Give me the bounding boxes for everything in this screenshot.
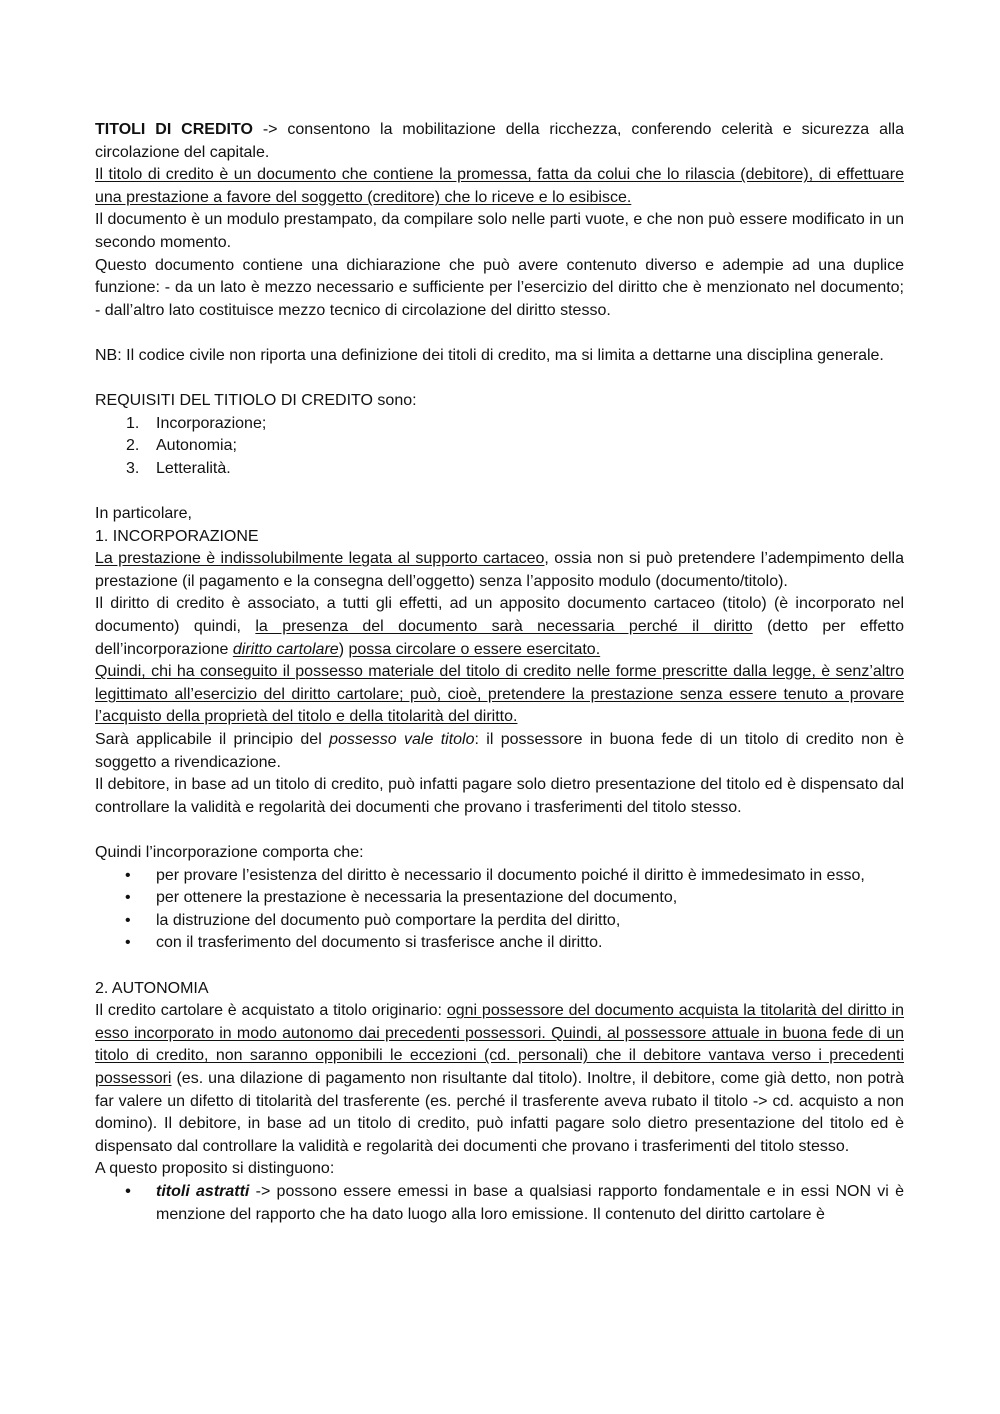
list-item [95, 887, 904, 910]
list-item [95, 435, 904, 458]
text-span: (es. una dilazione di pagamento non risultante dal titolo). Inoltre, il debitore, come già detto, non potrà far valere un difetto di titolarità del trasferente (es. perché il trasferente aveva rubato il titolo -> cd. acquisto a non domino). Il debitore, in base ad un titolo di credito, può infatti pagare solo dietro presentazione del titolo ed è dispensato dal controllare la validità e regolarità dei documenti che provano i trasferimenti del titolo stesso. [95, 1069, 904, 1155]
lead-text: In particolare, [95, 505, 192, 523]
list-label: per ottenere la prestazione è necessaria la presentazione del documento, [156, 889, 678, 907]
bullet-icon: • [125, 866, 131, 884]
title-rest: -> consentono la mobilitazione della ricchezza, conferendo celerità e sicurezza alla circolazione del capitale. [95, 121, 905, 161]
intro-paragraph [95, 119, 904, 164]
incorporazione-paragraph-4 [95, 729, 904, 774]
bullet-icon: • [125, 1182, 131, 1200]
bold-italic-term: titoli astratti [156, 1182, 250, 1200]
list-item [95, 1181, 904, 1226]
module-paragraph: Il documento è un modulo prestampato, da compilare solo nelle parti vuote, e che non può essere modificato in un secondo momento. [95, 211, 904, 251]
text-span: Sarà applicabile il principio del [95, 731, 330, 749]
spacer [95, 322, 904, 345]
declaration-paragraph: Questo documento contiene una dichiarazione che può avere contenuto diverso e adempie ad una duplice funzione: - da un lato è mezzo necessario e sufficiente per l’esercizio del diritto che è menzionato nel documento; - dall’altro lato costituisce mezzo tecnico di circolazione del diritto stesso. [95, 256, 904, 319]
incorporazione-paragraph-2 [95, 593, 904, 661]
text-span: Il diritto di credito è associato, a tutti gli effetti, ad un apposito documento cartaceo (titolo) (è incorporato nel documento) quindi, [95, 595, 904, 636]
list-label: -> possono essere emessi in base a qualsiasi rapporto fondamentale e in essi NON vi è menzione del rapporto che ha dato luogo alla loro emissione. Il contenuto del diritto cartolare è [156, 1182, 904, 1223]
italic-underlined-text: diritto cartolare [232, 640, 339, 658]
underlined-text: possa circolare o essere esercitato. [348, 640, 601, 658]
types-list [95, 1181, 904, 1226]
list-label: Letteralità. [156, 459, 231, 477]
list-number: 3. [126, 459, 140, 477]
underlined-text: ogni possessore del documento acquista la titolarità del diritto in esso incorporato in modo autonomo dai precedenti possessori. Quindi, al possessore attuale in buona fede di un titolo di credito, non saranno opponibili le eccezioni (cd. personali) che il debitore vantava verso i precedenti possessori [95, 1002, 905, 1087]
text-span: , ossia non si può pretendere l’adempimento della prestazione (il pagamento e la consegna dell’oggetto) senza l’apposito modulo (documento/titolo). [95, 550, 905, 590]
document-body [95, 119, 904, 1226]
spacer [95, 368, 904, 391]
list-item [95, 910, 904, 933]
bullet-icon: • [125, 889, 131, 907]
list-number: 1. [126, 414, 140, 432]
consequences-heading: Quindi l’incorporazione comporta che: [95, 844, 364, 861]
autonomia-paragraph-2: A questo proposito si distinguono: [95, 1160, 335, 1178]
text-span: (detto per effetto dell’incorporazione [95, 618, 905, 658]
incorporazione-paragraph-3: Quindi, chi ha conseguito il possesso materiale del titolo di credito nelle forme prescritte dalla legge, è senz’altro legittimato all’esercizio del diritto cartolare; può, cioè, pretendere la prestazione senza essere tenuto a provare l’acquisto della proprietà del titolo e della titolarità del diritto. [95, 663, 904, 726]
list-label: con il trasferimento del documento si trasferisce anche il diritto. [156, 934, 603, 952]
consequences-list [95, 865, 904, 955]
incorporazione-paragraph-5: Il debitore, in base ad un titolo di credito, può infatti pagare solo dietro presentazione del titolo ed è dispensato dal controllare la validità e regolarità dei documenti che provano i trasferimenti del titolo stesso. [95, 776, 904, 816]
list-label: la distruzione del documento può comportare la perdita del diritto, [156, 911, 621, 929]
spacer [95, 481, 904, 504]
text-span: Il credito cartolare è acquistato a titolo originario: [95, 1002, 447, 1020]
section-heading-incorporazione: 1. INCORPORAZIONE [95, 527, 259, 545]
autonomia-paragraph-1 [95, 1000, 904, 1158]
title-bold: TITOLI DI CREDITO [95, 121, 253, 138]
bullet-icon: • [125, 911, 131, 929]
requirements-list [95, 413, 904, 481]
requirements-heading: REQUISITI DEL TITIOLO DI CREDITO sono: [95, 392, 417, 410]
list-item [95, 865, 904, 888]
list-label: Autonomia; [156, 437, 237, 455]
text-span: : il possessore in buona fede di un titolo di credito non è soggetto a rivendicazione. [95, 731, 905, 771]
bullet-icon: • [125, 934, 131, 952]
definition-paragraph: Il titolo di credito è un documento che contiene la promessa, fatta da colui che lo rilascia (debitore), di effettuare una prestazione a favore del soggetto (creditore) che lo riceve e lo esibisce. [95, 166, 904, 206]
italic-text: possesso vale titolo [329, 731, 475, 749]
spacer [95, 819, 904, 842]
spacer [95, 955, 904, 978]
list-number: 2. [126, 437, 140, 455]
list-label: Incorporazione; [156, 414, 267, 432]
list-item [95, 413, 904, 436]
text-span: ) [338, 640, 349, 658]
nb-paragraph: NB: Il codice civile non riporta una definizione dei titoli di credito, ma si limita a dettarne una disciplina generale. [95, 346, 884, 364]
underlined-text: La prestazione è indissolubilmente legata al supporto cartaceo [95, 550, 545, 568]
list-item [95, 932, 904, 955]
underlined-text: la presenza del documento sarà necessaria perché il diritto [255, 618, 753, 636]
section-heading-autonomia: 2. AUTONOMIA [95, 979, 209, 997]
list-label: per provare l’esistenza del diritto è necessario il documento poiché il diritto è immedesimato in esso, [156, 866, 865, 884]
incorporazione-paragraph-1 [95, 548, 904, 593]
list-item [95, 458, 904, 481]
